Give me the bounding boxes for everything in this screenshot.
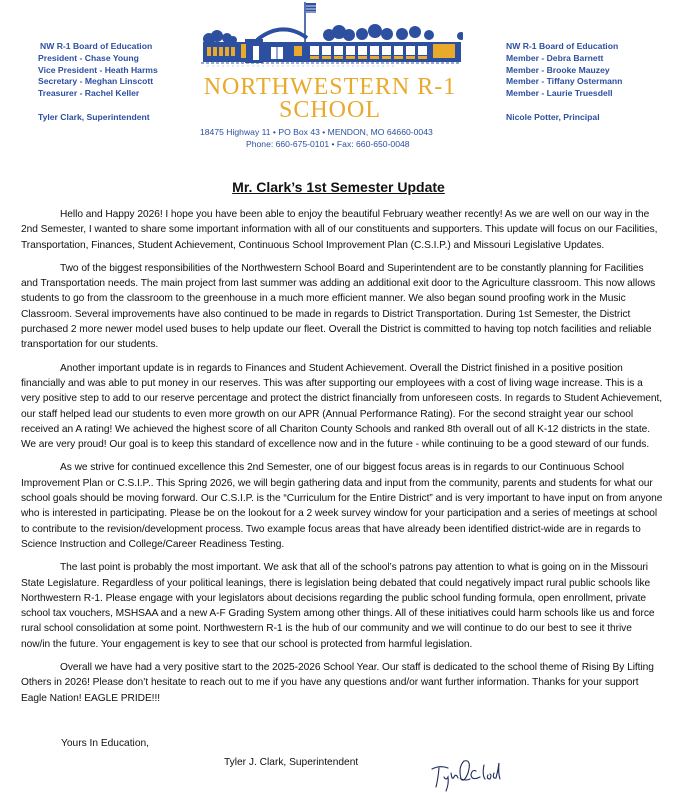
board-right bbox=[506, 41, 622, 124]
board-member: Member - Brooke Mauzey bbox=[506, 64, 610, 75]
board-member: Treasurer - Rachel Keller bbox=[38, 88, 140, 99]
document-title-wrap bbox=[0, 179, 677, 195]
letter-body bbox=[21, 207, 663, 714]
flag-icon bbox=[306, 3, 316, 13]
paragraph-closing: Overall we have had a very positive start to the 2025-2026 School Year. Our staff is dedicated to the school theme of Rising By Lifting Others in 2026! Please don’t hesitate to reach out to me if you have any questions and/or want further information. Thanks for your support Eagle Nation! EAGLE PRIDE!!! bbox=[21, 662, 654, 704]
board-member: Vice President - Heath Harms bbox=[38, 64, 158, 75]
school-name: NORTHWESTERN R-1 bbox=[203, 74, 457, 100]
board-member: Member - Laurie Truesdell bbox=[506, 88, 613, 99]
superintendent-name: Tyler Clark, Superintendent bbox=[38, 111, 150, 122]
paragraph-csip: As we strive for continued excellence this 2nd Semester, one of our biggest focus areas is in regards to our Continuous School Improvement Plan or C.S.I.P.. This Spring 2026, we will begin gathering data and input from the community, parents and students for what our school goals should be moving forward. Our C.S.I.P. is the “Curriculum for the Entire District” and is very important to have input on from anyone who is interested in participating. Please be on the lookout for a 2 week survey window for your participation and a series of meetings at school to contribute to the revision/development process. Two example focus areas that have already been identified district-wide are in regards to Science Instruction and College/Career Readiness Testing. bbox=[21, 462, 663, 550]
school-address: 18475 Highway 11 • PO Box 43 • MENDON, MO 64660-0043 bbox=[200, 127, 433, 137]
school-name-sub: SCHOOL bbox=[278, 97, 381, 123]
document-title: Mr. Clark’s 1st Semester Update bbox=[232, 179, 445, 195]
paragraph-finances: Another important update is in regards to Finances and Student Achievement. Overall the District finished in a positive position financially and was able to put money in our reserves. This was after supporting our employees with a cost of living wage increase. This is a very positive step to add to our reserve percentage and protect the district financially from unforeseen costs. In regards to Student Achievement, our staff helped lead our students to even more growth on our APR (Annual Performance Rating). For the second straight year our school received an A rating! We achieved the highest score of all Chariton County Schools and ranked 8th overall out of all K-12 districts in the state. We are very proud! Our goal is to keep this standard of excellence now and in the future - while continuing to be a good steward of our funds. bbox=[21, 362, 663, 451]
closing-salutation: Yours In Education, bbox=[61, 738, 149, 749]
signer-name: Tyler J. Clark, Superintendent bbox=[224, 757, 359, 768]
board-member: Member - Debra Barnett bbox=[506, 52, 604, 63]
school-phone-fax: Phone: 660-675-0101 • Fax: 660-650-0048 bbox=[246, 139, 410, 149]
board-member: Member - Tiffany Ostermann bbox=[506, 76, 623, 87]
paragraph-intro: Hello and Happy 2026! I hope you have been able to enjoy the beautiful February weather recently! As we are well on our way in the 2nd Semester, I wanted to share some important information with all of our constituents and supporters. This update will focus on our Facilities, Transportation, Finances, Student Achievement, Continuous School Improvement Plan (C.S.I.P.) and Missouri Legislative Updates. bbox=[21, 209, 658, 251]
board-member: President - Chase Young bbox=[38, 52, 139, 63]
paragraph-legislation: The last point is probably the most important. We ask that all of the school’s patrons pay attention to what is going on in the Missouri State Legislature. Regardless of your political leanings, there is legislation being debated that could negatively impact rural public schools like Northwestern R-1. Please engage with your legislators about decisions regarding the public school funding formula, open enrollment, private school tax vouchers, MSHSAA and a new A-F Grading System among other things. All of these initiatives could harm schools like us and force rural school consolidation at some point. Northwestern R-1 is the hub of our community and we will continue to do our best to see it thrive now/in the future. Your engagement is key to see that our school is protected from harmful legislation. bbox=[21, 562, 655, 650]
handwritten-signature bbox=[428, 757, 512, 793]
principal-name: Nicole Potter, Principal bbox=[506, 111, 600, 122]
board-left bbox=[38, 41, 158, 124]
board-member: Secretary - Meghan Linscott bbox=[38, 76, 154, 87]
board-right-heading: NW R-1 Board of Education bbox=[506, 41, 619, 51]
board-left-heading: NW R-1 Board of Education bbox=[40, 41, 153, 51]
paragraph-facilities: Two of the biggest responsibilities of the Northwestern School Board and Superintendent are to be constantly planning for Facilities and Transportation needs. The main project from last summer was adding an additional exit door to the Agriculture classroom. This now allows students to go from the classroom to the greenhouse in a much more efficient manner. We also began sound proofing work in the Music Classroom. Several improvements have also continued to be made in regards to District Transportation. During 1st Semester, the District purchased 2 more newer model used buses to help update our fleet. Overall the District is committed to having top notch facilities and reliable transportation for our students. bbox=[21, 262, 656, 351]
